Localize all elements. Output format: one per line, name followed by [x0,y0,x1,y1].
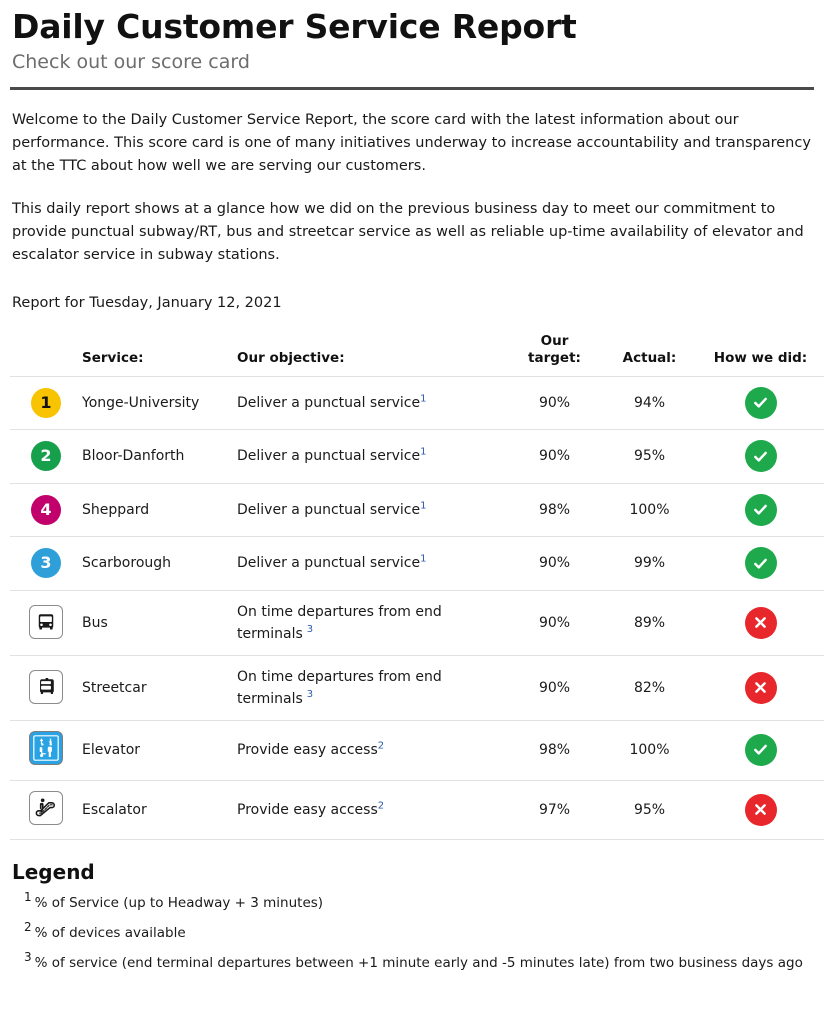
legend-text: % of service (end terminal departures between +1 minute early and -5 minutes late) from two business days ago [34,954,803,971]
status-fail-icon [745,607,777,639]
table-row [10,720,824,780]
bus-icon [29,605,63,639]
column-header-service: Service: [82,349,144,366]
status-pass-icon [745,494,777,526]
footnote-marker: 1 [420,446,427,458]
row-target-value: 90% [507,655,602,720]
intro-paragraph-1: Welcome to the Daily Customer Service Report, the score card with the latest information about our performance. This score card is one of many initiatives underway to increase accountability and transparency at the TTC about how well we are serving our customers. [12,111,811,174]
row-status-cell [697,720,824,780]
row-service-name: Yonge-University [82,376,237,430]
row-actual-value: 100% [602,720,697,780]
row-objective: On time departures from end terminals $^3$ [237,655,507,720]
report-page [0,7,824,974]
streetcar-icon [29,670,63,704]
row-service-icon-cell [10,590,82,655]
table-row [10,376,824,430]
page-subtitle: Check out our score card [12,50,250,73]
row-service-name: Bus [82,590,237,655]
intro-paragraph-2: This daily report shows at a glance how we did on the previous business day to meet our commitment to provide punctual subway/RT, bus and streetcar service as well as reliable up-time availability of elevator and escalator service in subway stations. [12,200,804,263]
row-service-icon-cell [10,483,82,537]
footnote-marker: 1 [420,393,427,405]
legend-marker: 2 [24,920,32,935]
row-service-name: Elevator [82,720,237,780]
row-actual-value: 94% [602,376,697,430]
footnote-marker: 3 [306,688,314,700]
row-status-cell [697,483,824,537]
report-date: Report for Tuesday, January 12, 2021 [12,294,282,311]
row-actual-value: 95% [602,430,697,484]
status-pass-icon [745,387,777,419]
legend-text: % of devices available [34,924,186,941]
column-header-actual: Actual: [622,349,677,366]
footnote-marker: 3 [306,623,314,635]
legend-text: % of Service (up to Headway + 3 minutes) [34,894,324,911]
row-service-icon-cell [10,780,82,839]
column-header-target [507,333,602,377]
column-header-how-we-did: How we did: [713,349,808,366]
row-target-value: 97% [507,780,602,839]
row-objective: On time departures from end terminals $^3$ [237,590,507,655]
row-objective: Deliver a punctual service$^1$ [237,483,507,537]
row-status-cell [697,537,824,591]
row-service-icon-cell [10,655,82,720]
table-row [10,537,824,591]
row-objective: Deliver a punctual service$^1$ [237,376,507,430]
scorecard-table-body [10,376,824,839]
status-pass-icon [745,440,777,472]
table-header-row [10,333,824,377]
row-service-name: Bloor-Danforth [82,430,237,484]
row-service-icon-cell [10,376,82,430]
column-header-target-line1: Our [540,332,569,349]
row-status-cell [697,590,824,655]
footnote-marker: 1 [420,500,427,512]
legend-item [12,950,816,974]
line-1-badge-icon: 1 [31,388,61,418]
row-target-value: 90% [507,537,602,591]
line-4-badge-icon: 4 [31,495,61,525]
table-row [10,780,824,839]
row-target-value: 90% [507,590,602,655]
footnote-marker: 2 [377,799,385,811]
row-objective: Provide easy access$^2$ [237,720,507,780]
line-3-badge-icon: 3 [31,548,61,578]
row-actual-value: 99% [602,537,697,591]
row-status-cell [697,376,824,430]
escalator-icon [29,791,63,825]
row-objective: Deliver a punctual service$^1$ [237,537,507,591]
row-service-name: Sheppard [82,483,237,537]
header-divider [10,87,814,90]
legend-list [8,890,816,974]
status-fail-icon [745,672,777,704]
footnote-marker: 2 [377,740,385,752]
elevator-icon [29,731,63,765]
legend-marker: 3 [24,950,32,965]
page-title: Daily Customer Service Report [12,7,577,46]
status-fail-icon [745,794,777,826]
row-objective: Deliver a punctual service$^1$ [237,430,507,484]
column-header-objective: Our objective: [237,349,345,366]
legend-title: Legend [12,859,95,884]
row-actual-value: 82% [602,655,697,720]
row-objective: Provide easy access$^2$ [237,780,507,839]
table-row [10,590,824,655]
row-status-cell [697,655,824,720]
footnote-marker: 1 [420,553,427,565]
table-row [10,655,824,720]
row-status-cell [697,780,824,839]
row-target-value: 90% [507,430,602,484]
row-service-icon-cell [10,720,82,780]
row-target-value: 98% [507,720,602,780]
status-pass-icon [745,734,777,766]
row-status-cell [697,430,824,484]
row-target-value: 90% [507,376,602,430]
table-row [10,483,824,537]
row-service-icon-cell [10,537,82,591]
row-actual-value: 89% [602,590,697,655]
row-service-name: Streetcar [82,655,237,720]
row-actual-value: 100% [602,483,697,537]
legend-marker: 1 [24,890,32,905]
status-pass-icon [745,547,777,579]
scorecard-table [10,333,824,840]
row-target-value: 98% [507,483,602,537]
legend-item [12,920,816,944]
row-service-name: Scarborough [82,537,237,591]
legend-item [12,890,816,914]
line-2-badge-icon: 2 [31,441,61,471]
column-header-icon [10,333,82,377]
row-actual-value: 95% [602,780,697,839]
column-header-target-line2: target: [528,349,581,366]
row-service-name: Escalator [82,780,237,839]
row-service-icon-cell [10,430,82,484]
table-row [10,430,824,484]
